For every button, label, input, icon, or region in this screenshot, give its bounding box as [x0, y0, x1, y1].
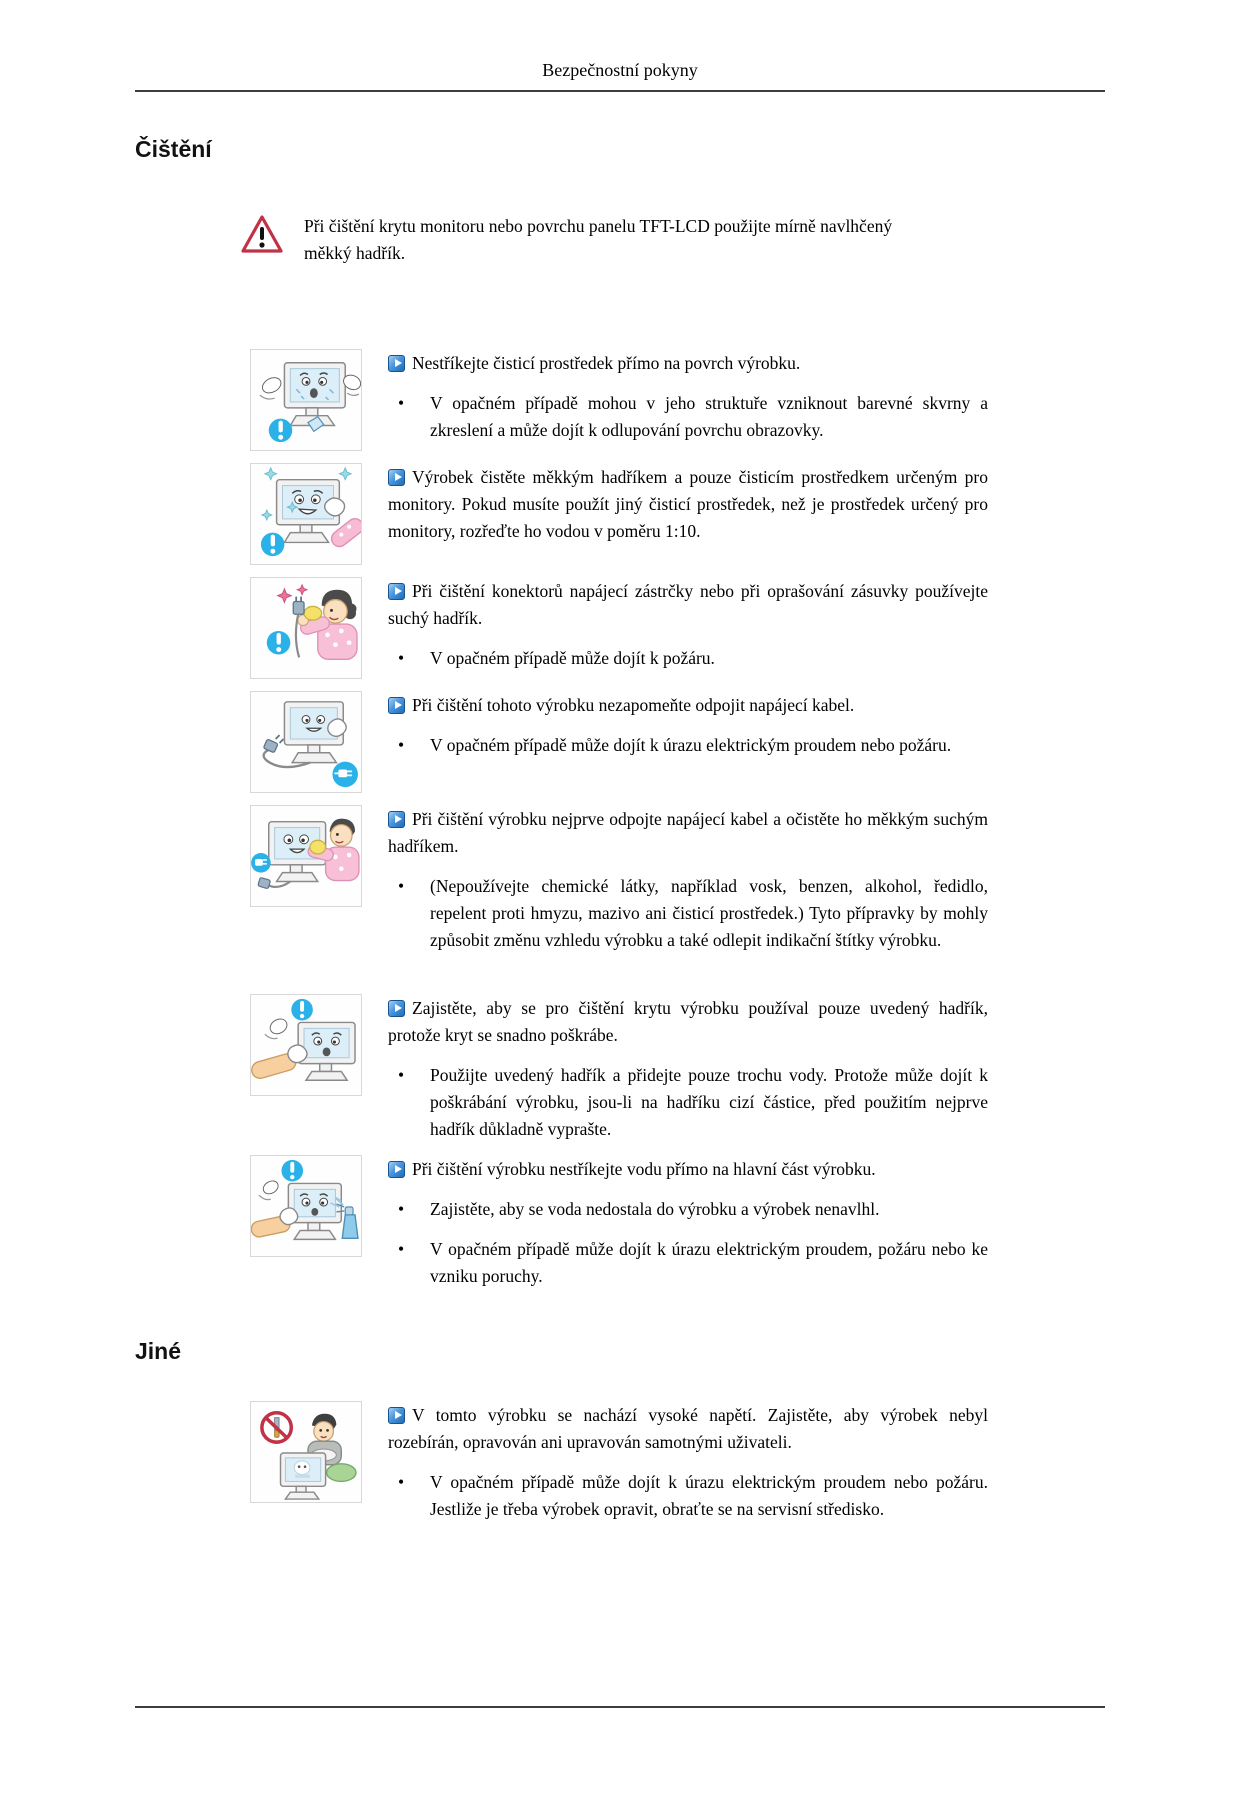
illustration-clean-with-soft-cloth-icon: [250, 463, 362, 565]
blue-arrow-icon: [388, 355, 405, 372]
bullet-item: [388, 732, 988, 759]
bullet-dot-icon: [388, 1062, 430, 1143]
section-heading-other: Jiné: [135, 1338, 182, 1364]
instruction-lead: [388, 806, 988, 860]
instruction-lead: [388, 464, 988, 545]
instruction-item: [250, 463, 1240, 565]
instruction-text: Při čištění tohoto výrobku nezapomeňte odpojit napájecí kabel.: [412, 695, 855, 715]
instruction-item: [250, 349, 1240, 451]
bullet-text: (Nepoužívejte chemické látky, například vosk, benzen, alkohol, ředidlo, repelent proti hmyzu, mazivo ani čisticí prostředek.) Tyto přípravky by mohly způsobit změnu vzhledu výrobku a také odlepit indikační štítky výrobku.: [430, 876, 988, 950]
instruction-text: Zajistěte, aby se pro čištění krytu výrobku používal pouze uvedený hadřík, protože kryt se snadno poškrábe.: [388, 998, 988, 1045]
instruction-item: [250, 1155, 1240, 1290]
bullet-item: [388, 645, 988, 672]
instruction-item: [250, 805, 1240, 954]
bullet-dot-icon: [388, 732, 430, 759]
warning-block: [240, 213, 950, 267]
instruction-item: [250, 994, 1240, 1143]
blue-arrow-icon: [388, 1000, 405, 1017]
blue-arrow-icon: [388, 697, 405, 714]
instruction-text: Výrobek čistěte měkkým hadříkem a pouze čisticím prostředkem určeným pro monitory. Pokud musíte použít jiný čisticí prostředek, než je prostředek určený pro monitory, rozřeďte ho vodou v poměru 1:10.: [388, 467, 988, 541]
illustration-no-water-on-product-icon: [250, 1155, 362, 1257]
bullet-dot-icon: [388, 873, 430, 954]
instruction-lead: [388, 1156, 988, 1183]
instruction-text: Při čištění výrobku nejprve odpojte napájecí kabel a očistěte ho měkkým suchým hadříkem.: [388, 809, 988, 856]
bullet-dot-icon: [388, 1196, 430, 1223]
illustration-dry-cloth-for-plug-icon: [250, 577, 362, 679]
bullet-text: V opačném případě může dojít k úrazu elektrickým proudem nebo požáru.: [430, 735, 952, 755]
instruction-lead: [388, 692, 988, 719]
bullet-item: [388, 1196, 988, 1223]
warning-triangle-icon: [240, 213, 284, 255]
blue-arrow-icon: [388, 1407, 405, 1424]
bullet-text: V opačném případě může dojít k úrazu elektrickým proudem nebo požáru. Jestliže je třeba výrobek opravit, obraťte se na servisní středisko.: [430, 1472, 988, 1519]
illustration-no-user-disassembly-icon: [250, 1401, 362, 1503]
instruction-text: Nestříkejte čisticí prostředek přímo na povrch výrobku.: [412, 353, 801, 373]
warning-text: Při čištění krytu monitoru nebo povrchu panelu TFT-LCD použijte mírně navlhčený měkký hadřík.: [304, 216, 893, 263]
bullet-item: [388, 873, 988, 954]
footer-divider: [135, 1706, 1105, 1708]
bullet-text: Použijte uvedený hadřík a přidejte pouze trochu vody. Protože může dojít k poškrábání výrobku, jsou-li na hadříku cizí částice, před použitím nejprve hadřík důkladně vyprašte.: [430, 1065, 988, 1139]
instruction-text: Při čištění konektorů napájecí zástrčky nebo při oprašování zásuvky používejte suchý hadřík.: [388, 581, 988, 628]
bullet-item: [388, 1236, 988, 1290]
instruction-item: [250, 1401, 1240, 1523]
bullet-text: V opačném případě mohou v jeho struktuře vzniknout barevné skvrny a zkreslení a může dojít k odlupování povrchu obrazovky.: [430, 393, 988, 440]
instruction-lead: [388, 578, 988, 632]
illustration-wipe-after-unplug-icon: [250, 805, 362, 907]
instruction-lead: [388, 350, 988, 377]
bullet-dot-icon: [388, 1469, 430, 1523]
blue-arrow-icon: [388, 811, 405, 828]
bullet-dot-icon: [388, 1236, 430, 1290]
bullet-text: Zajistěte, aby se voda nedostala do výrobku a výrobek nenavlhl.: [430, 1199, 880, 1219]
instruction-item: [250, 691, 1240, 793]
instruction-lead: [388, 1402, 988, 1456]
bullet-dot-icon: [388, 390, 430, 444]
illustration-no-spray-on-screen-icon: [250, 349, 362, 451]
bullet-item: [388, 1469, 988, 1523]
illustration-unplug-before-cleaning-icon: [250, 691, 362, 793]
illustration-use-supplied-cloth-icon: [250, 994, 362, 1096]
section-heading-cleaning: Čištění: [135, 136, 212, 162]
bullet-item: [388, 1062, 988, 1143]
bullet-text: V opačném případě může dojít k úrazu elektrickým proudem, požáru nebo ke vzniku poruchy.: [430, 1239, 988, 1286]
bullet-dot-icon: [388, 645, 430, 672]
blue-arrow-icon: [388, 1161, 405, 1178]
instruction-item: [250, 577, 1240, 679]
blue-arrow-icon: [388, 469, 405, 486]
instruction-text: Při čištění výrobku nestříkejte vodu přímo na hlavní část výrobku.: [412, 1159, 876, 1179]
page-header-title: Bezpečnostní pokyny: [135, 60, 1105, 92]
bullet-item: [388, 390, 988, 444]
instruction-lead: [388, 995, 988, 1049]
bullet-text: V opačném případě může dojít k požáru.: [430, 648, 715, 668]
instruction-text: V tomto výrobku se nachází vysoké napětí. Zajistěte, aby výrobek nebyl rozebírán, opravován ani upravován samotnými uživateli.: [388, 1405, 988, 1452]
blue-arrow-icon: [388, 583, 405, 600]
